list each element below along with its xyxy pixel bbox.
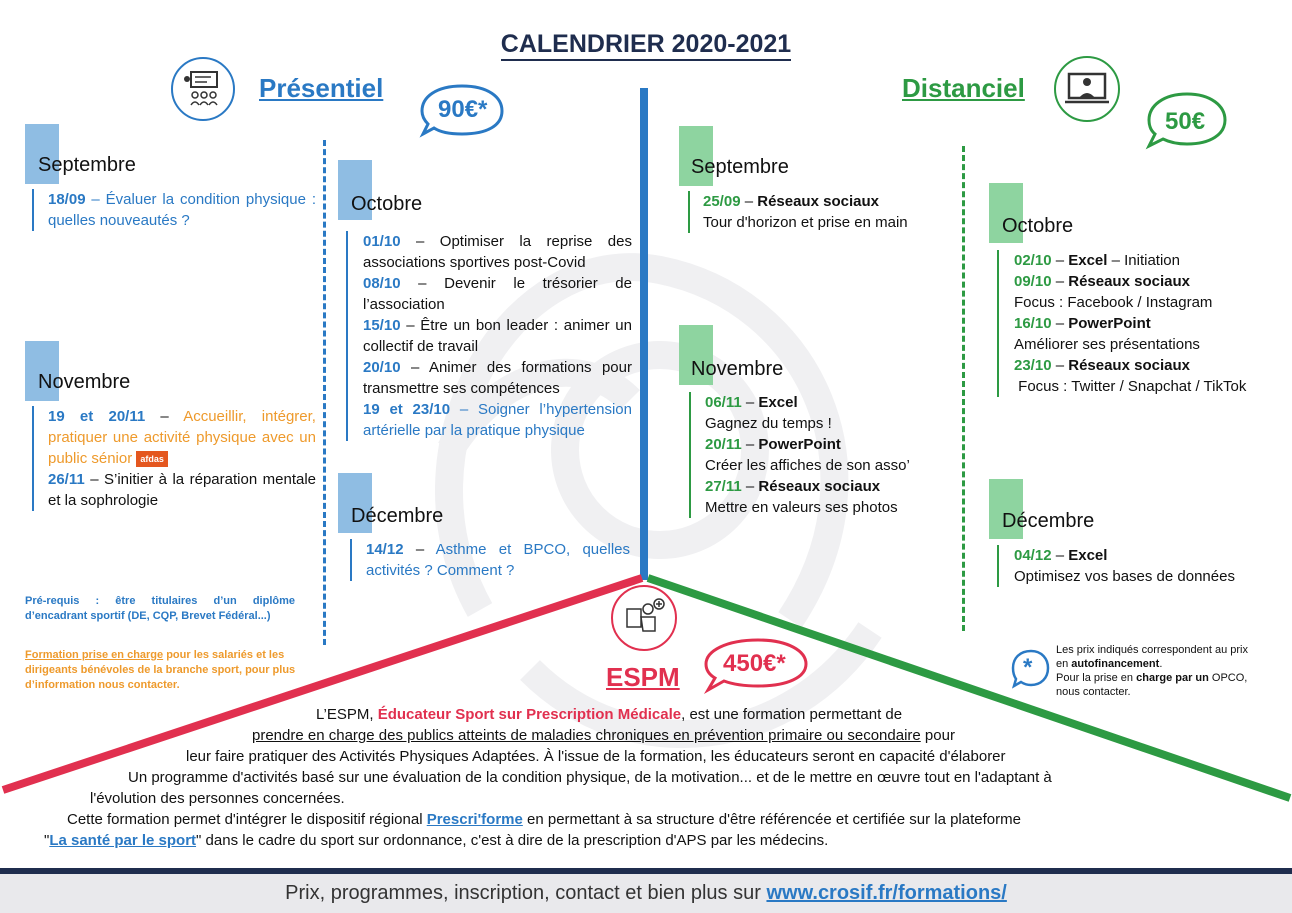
asterisk: * [1023, 654, 1033, 681]
price-note: Les prix indiqués correspondent au prix en autofinancement. Pour la prise en charge par un OPCO, nous contacter. [1056, 644, 1249, 698]
entry-list: 19 et 20/11 – Accueillir, intégrer, pratiquer une activité physique avec un public sénior afdas 26/11 – S’initier à la réparation mentale et la sophrologie [32, 406, 316, 511]
sante-par-le-sport-link[interactable]: La santé par le sport [49, 832, 197, 849]
prerequisites-note: Pré-requis : être titulaires d’un diplôme d’encadrant sportif (DE, CQP, Brevet Fédéral...) [25, 595, 295, 622]
funding-link[interactable]: Formation prise en charge [25, 649, 164, 661]
entry-list: 14/12 – Asthme et BPCO, quelles activités ? Comment ? [350, 539, 630, 581]
distanciel-title: Distanciel [902, 73, 1025, 103]
footer: Prix, programmes, inscription, contact et bien plus sur www.crosif.fr/formations/ [0, 868, 1292, 913]
month-label-novembre: Novembre [691, 358, 784, 380]
entry-list: 06/11 – Excel Gagnez du temps ! 20/11 – PowerPoint Créer les affiches de son asso’ 27/11 – Réseaux sociaux Mettre en valeurs ses photos [689, 392, 949, 518]
funding-note: Formation prise en charge pour les salariés et les dirigeants bénévoles de la branche sport, pour plus d’information nous contacter. [25, 649, 296, 691]
entry-list: 01/10 – Optimiser la reprise des associations sportives post-Covid 08/10 – Devenir le trésorier de l’association 15/10 – Être un bon leader : animer un collectif de travail 20/10 – Animer des formations pour transmettre ses compétences 19 et 23/10 – Soigner l’hypertension artérielle par la pratique physique [346, 231, 632, 441]
month-label-decembre: Décembre [351, 505, 444, 527]
computer-user-icon [1054, 56, 1120, 122]
month-label-novembre: Novembre [38, 371, 131, 393]
center-divider [640, 88, 648, 580]
month-label-octobre: Octobre [351, 193, 423, 215]
espm-title: ESPM [606, 662, 680, 692]
espm-price: 450€* [723, 650, 786, 677]
classroom-icon [171, 57, 235, 121]
month-label-septembre: Septembre [38, 154, 136, 176]
entry-list: 04/12 – Excel Optimisez vos bases de données [997, 545, 1287, 587]
website-link[interactable]: www.crosif.fr/formations/ [766, 882, 1007, 904]
month-label-septembre: Septembre [691, 156, 789, 178]
coach-icon [611, 585, 677, 651]
prescriforme-link[interactable]: Prescri'forme [426, 811, 523, 828]
distanciel-divider [962, 146, 965, 631]
month-label-decembre: Décembre [1002, 510, 1095, 532]
entry-list: 18/09 – Évaluer la condition physique : quelles nouveautés ? [32, 189, 316, 231]
entry-list: 02/10 – Excel – Initiation 09/10 – Réseaux sociaux Focus : Facebook / Instagram 16/10 – PowerPoint Améliorer ses présentations 23/10 – Réseaux sociaux Focus : Twitter / Snapchat / TikTok [997, 250, 1287, 397]
month-label-octobre: Octobre [1002, 215, 1074, 237]
entry-list: 25/09 – Réseaux sociaux Tour d'horizon et prise en main [688, 191, 948, 233]
distanciel-price: 50€ [1165, 108, 1206, 135]
afdas-logo: afdas [136, 451, 168, 467]
presentiel-title: Présentiel [259, 73, 384, 103]
page-title: CALENDRIER 2020-2021 [0, 30, 1292, 59]
presentiel-price: 90€* [438, 96, 488, 123]
